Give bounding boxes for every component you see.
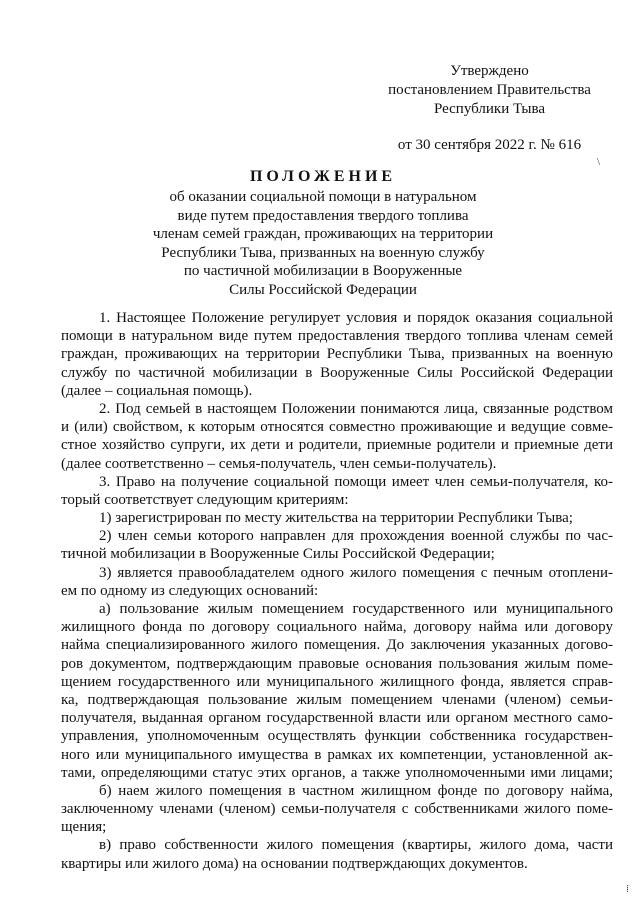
body-line: 3. Право на получение социальной помощи имеет член семьи-получателя, ко- [99, 473, 613, 490]
body-line: ка, подтверждающая пользование жилым помещением членами (членом) семьи- [61, 691, 613, 708]
body-line: в) право собственности жилого помещения (квартиры, жилого дома, части [99, 837, 613, 854]
body-line: щения; [61, 819, 107, 836]
body-line: 2) член семьи которого направлен для прохождения военной службы по час- [99, 528, 613, 545]
body-line: управления, уполномоченным осуществлять функции собственника государствен- [61, 728, 613, 745]
body-line: (далее соответственно – семья-получатель, член семьи-получатель). [61, 455, 497, 472]
body-line: помощи в натуральном виде путем предоставления твердого топлива членам семей [61, 328, 613, 345]
document-title [120, 167, 526, 299]
approval-date: от 30 сентября 2022 г. № 616 [397, 137, 582, 153]
title-heading: ПОЛОЖЕНИЕ [249, 168, 397, 185]
body-line: щением государственного или муниципального жилищного фонда, является справ- [61, 673, 613, 690]
scan-mark: \ [597, 156, 601, 168]
body-line: тами, определяющими статус этих органов, а также уполномоченными ими лицами; [61, 764, 613, 781]
body-line: ем по одному из следующих оснований: [61, 582, 319, 599]
body-line: тичной мобилизации в Вооруженные Силы Российской Федерации; [61, 546, 495, 563]
document-body [61, 309, 613, 873]
approval-line: Республики Тыва [433, 101, 546, 117]
title-line: Республики Тыва, призванных на военную службу [161, 244, 485, 261]
title-line: Силы Российской Федерации [229, 281, 417, 298]
body-line: 3) является правообладателем одного жилого помещения с печным отоплени- [99, 564, 613, 581]
body-line: квартиры или жилого дома) на основании подтверждающих документов. [61, 855, 528, 872]
body-line: жилищного фонда по договору социального найма, договору найма или договору [61, 619, 613, 636]
approval-line: Утверждено [450, 63, 529, 79]
body-line: службу по частичной мобилизации в Вооруженные Силы Российской Федерации [61, 364, 613, 381]
body-line: ров документом, подтверждающим правовые основания пользования жилым поме- [61, 655, 613, 672]
scan-mark: ⁞ [626, 883, 630, 895]
title-line: виде путем предоставления твердого топлива [177, 207, 469, 224]
body-line: б) наем жилого помещения в частном жилищном фонде по договору найма, [99, 782, 613, 799]
body-line: граждан, проживающих на территории Республики Тыва, призванных на военную [61, 346, 613, 363]
body-line: стное хозяйство супруги, их дети и родители, приемные родители и приемные дети [61, 437, 613, 454]
title-line: по частичной мобилизации в Вооруженные [183, 263, 463, 279]
body-line: 2. Под семьей в настоящем Положении понимаются лица, связанные родством [99, 400, 613, 417]
body-line: 1) зарегистрирован по месту жительства на территории Республики Тыва; [99, 510, 573, 527]
body-line: получателя, выданная органом государственной власти или органом местного само- [61, 710, 613, 727]
body-line: ного или муниципального имущества в рамках их компетенции, установленной ак- [61, 746, 613, 763]
body-line: а) пользование жилым помещением государственного или муниципального [99, 601, 613, 617]
title-line: членам семей граждан, проживающих на территории [152, 226, 494, 242]
body-line: найма специализированного жилого помещения. До заключения указанных догово- [61, 637, 613, 654]
approval-line: постановлением Правительства [388, 82, 591, 98]
body-line: заключенному членами (членом) семьи-получателя с собственниками жилого поме- [61, 801, 613, 818]
body-line: 1. Настоящее Положение регулирует условия и порядок оказания социальной [99, 310, 613, 326]
body-line: (далее – социальная помощь). [61, 382, 253, 399]
title-line: об оказании социальной помощи в натуральном [169, 189, 477, 205]
approval-block [382, 62, 597, 155]
body-line: и (или) свойством, к которым относятся совместно проживающие и ведущие совме- [61, 419, 613, 436]
body-line: торый соответствует следующим критериям: [61, 491, 349, 508]
